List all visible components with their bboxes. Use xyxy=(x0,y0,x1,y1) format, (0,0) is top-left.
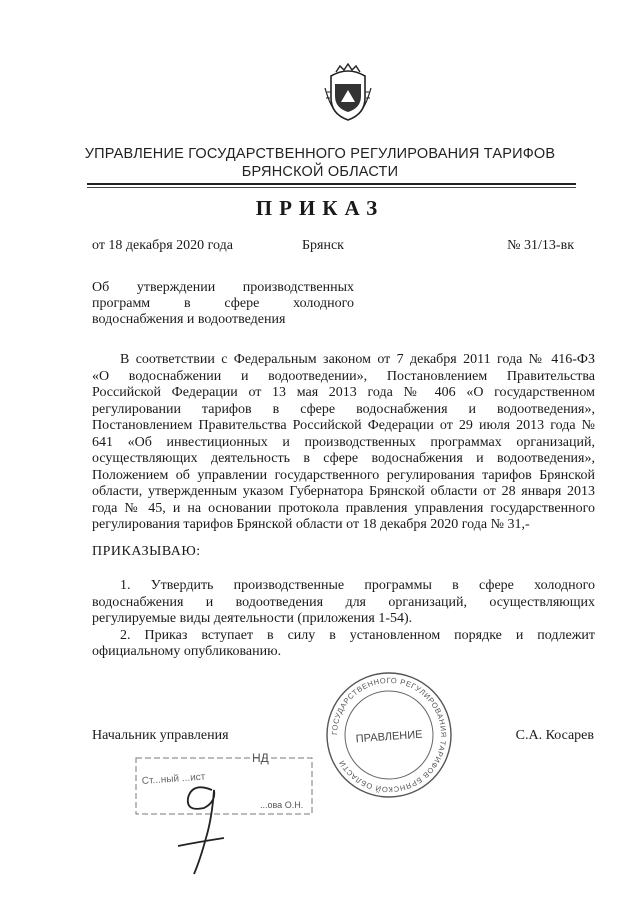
svg-text:Ст...ный ...ист: Ст...ный ...ист xyxy=(141,771,206,787)
coat-of-arms-emblem xyxy=(323,62,373,124)
svg-text:ГОСУДАРСТВЕННОГО РЕГУЛИРОВАНИЯ: ГОСУДАРСТВЕННОГО РЕГУЛИРОВАНИЯ ТАРИФОВ БРЯНСКОЙ ОБЛАСТИ xyxy=(329,675,449,795)
item-line: водоснабжения и водоотведения для организаций, осуществляющих xyxy=(92,594,595,610)
body-line: 641 «Об инвестиционных и производственных программах организаций, xyxy=(92,434,595,450)
body-line: года № 45, и на основании протокола правления управления государственного xyxy=(92,500,595,516)
document-title: ПРИКАЗ xyxy=(255,196,385,220)
svg-text:НД: НД xyxy=(252,751,269,765)
item-line: 2. Приказ вступает в силу в установленном порядке и подлежит xyxy=(120,627,595,643)
body-line: регулировании тарифов в сфере водоснабжения и водоотведения», xyxy=(92,401,595,417)
order-city: Брянск xyxy=(302,238,344,253)
body-line: осуществляющих деятельность в сфере водоснабжения и водоотведения», xyxy=(92,451,595,466)
order-keyword: ПРИКАЗЫВАЮ: xyxy=(92,544,201,559)
preamble-paragraph xyxy=(92,352,595,534)
svg-text:ПРАВЛЕНИЕ: ПРАВЛЕНИЕ xyxy=(355,728,423,746)
signer-position: Начальник управления xyxy=(92,728,229,743)
body-line: Российской Федерации от 13 мая 2013 года № 406 «О государственном xyxy=(92,385,595,400)
body-line: Постановлением Правительства Российской Федерации от 29 июля 2013 года № xyxy=(92,418,595,433)
body-line: регулирования тарифов Брянской области от 18 декабря 2020 года № 31,- xyxy=(92,517,530,532)
svg-text:...ова О.Н.: ...ова О.Н. xyxy=(260,800,304,810)
order-items xyxy=(92,578,595,661)
header-rule xyxy=(87,183,576,185)
body-line: В соответствии с Федеральным законом от 7 декабря 2011 года № 416-ФЗ xyxy=(120,352,595,367)
order-number: № 31/13-вк xyxy=(507,238,574,253)
subject-line: Об утверждении производственных xyxy=(92,280,354,295)
agency-name-line2: БРЯНСКОЙ ОБЛАСТИ xyxy=(241,164,399,180)
body-line: Положением об управлении государственного регулирования тарифов Брянской xyxy=(92,467,595,483)
order-date: от 18 декабря 2020 года xyxy=(92,238,233,253)
item-line: официальному опубликованию. xyxy=(92,644,282,659)
agency-name-line1: УПРАВЛЕНИЕ ГОСУДАРСТВЕННОГО РЕГУЛИРОВАНИЯ ТАРИФОВ xyxy=(84,146,556,162)
order-subject xyxy=(92,280,354,328)
subject-line: программ в сфере холодного xyxy=(92,296,354,311)
handwritten-signature xyxy=(168,768,238,880)
body-line: «О водоснабжении и водоотведении», Постановлением Правительства xyxy=(92,368,595,384)
signer-name: С.А. Косарев xyxy=(515,728,594,743)
header-rule-thin xyxy=(87,187,576,188)
official-seal xyxy=(324,670,454,800)
subject-line: водоснабжения и водоотведения xyxy=(92,312,286,327)
item-line: регулируемые виды деятельности (приложения 1-54). xyxy=(92,611,413,626)
item-line: 1. Утвердить производственные программы в сфере холодного xyxy=(120,578,595,593)
body-line: области, утвержденным указом Губернатора Брянской области от 28 января 2013 xyxy=(92,484,595,499)
